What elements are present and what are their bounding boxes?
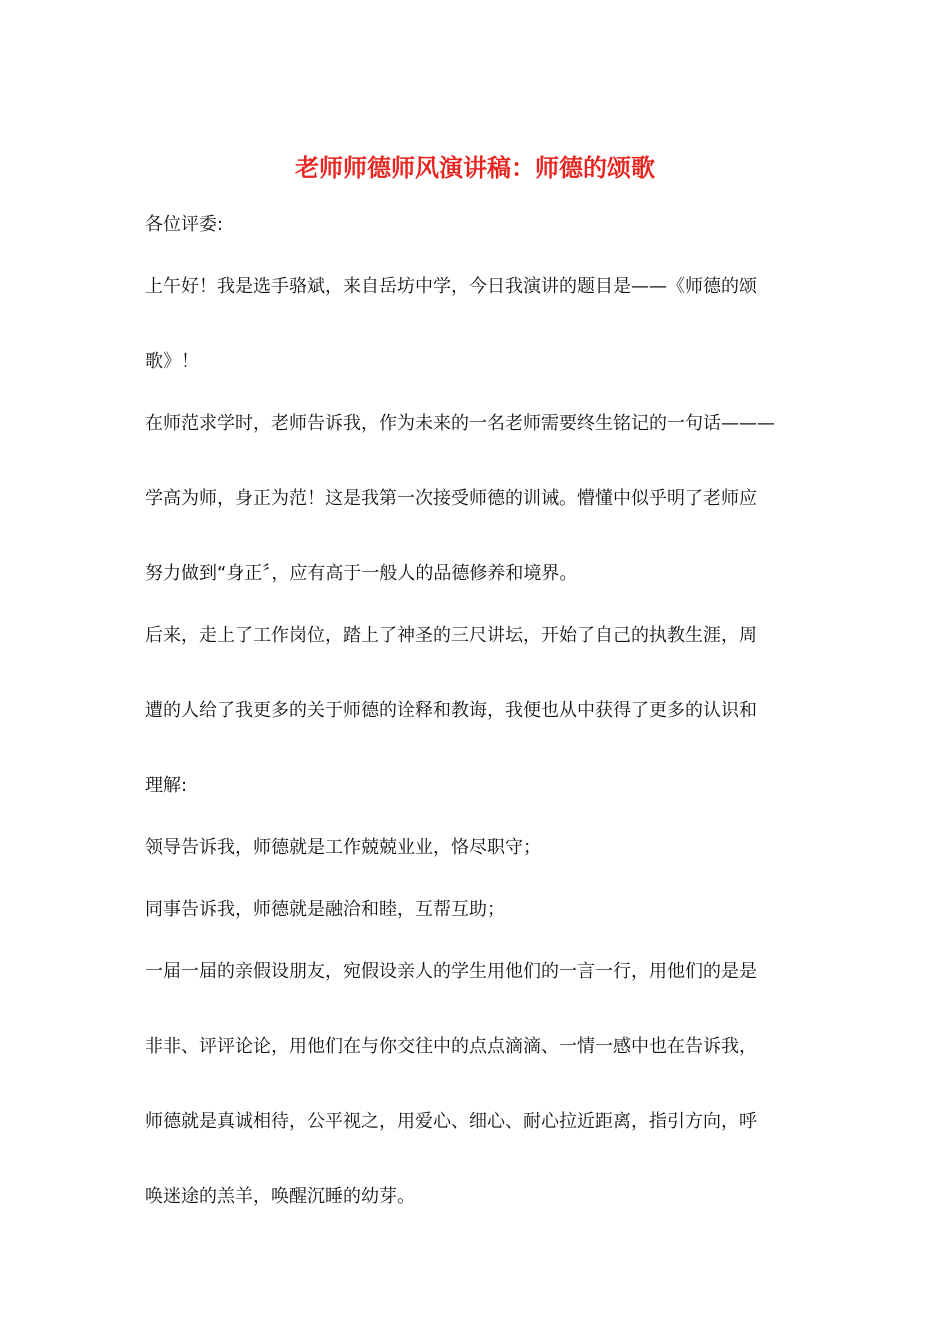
paragraph-line-13: 非非、评评论论，用他们在与你交往中的点点滴滴、一情一感中也在告诉我， [145,1036,757,1057]
document-title: 老师师德师风演讲稿：师德的颂歌 [295,153,655,182]
paragraph-line-9: 理解: [145,775,188,796]
paragraph-line-1: 各位评委: [145,214,224,235]
paragraph-line-10: 领导告诉我，师德就是工作兢兢业业，恪尽职守； [145,837,541,858]
paragraph-line-5: 学高为师，身正为范！这是我第一次接受师德的训诫。懵懂中似乎明了老师应 [145,488,757,509]
paragraph-line-12: 一届一届的亲假设朋友，宛假设亲人的学生用他们的一言一行，用他们的是是 [145,961,757,982]
paragraph-line-8: 遭的人给了我更多的关于师德的诠释和教诲，我便也从中获得了更多的认识和 [145,700,757,721]
paragraph-line-6: 努力做到“身正〞，应有高于一般人的品德修养和境界。 [145,563,578,584]
paragraph-line-15: 唤迷途的羔羊，唤醒沉睡的幼芽。 [145,1186,415,1207]
paragraph-line-7: 后来，走上了工作岗位，踏上了神圣的三尺讲坛，开始了自己的执教生涯，周 [145,625,757,646]
paragraph-line-3: 歌》！ [145,351,199,372]
paragraph-line-14: 师德就是真诚相待，公平视之，用爱心、细心、耐心拉近距离，指引方向，呼 [145,1111,757,1132]
paragraph-line-4: 在师范求学时，老师告诉我，作为未来的一名老师需要终生铭记的一句话——— [145,413,775,434]
paragraph-line-11: 同事告诉我，师德就是融洽和睦，互帮互助； [145,899,505,920]
paragraph-line-2: 上午好！我是选手骆斌，来自岳坊中学，今日我演讲的题目是——《师德的颂 [145,276,757,297]
